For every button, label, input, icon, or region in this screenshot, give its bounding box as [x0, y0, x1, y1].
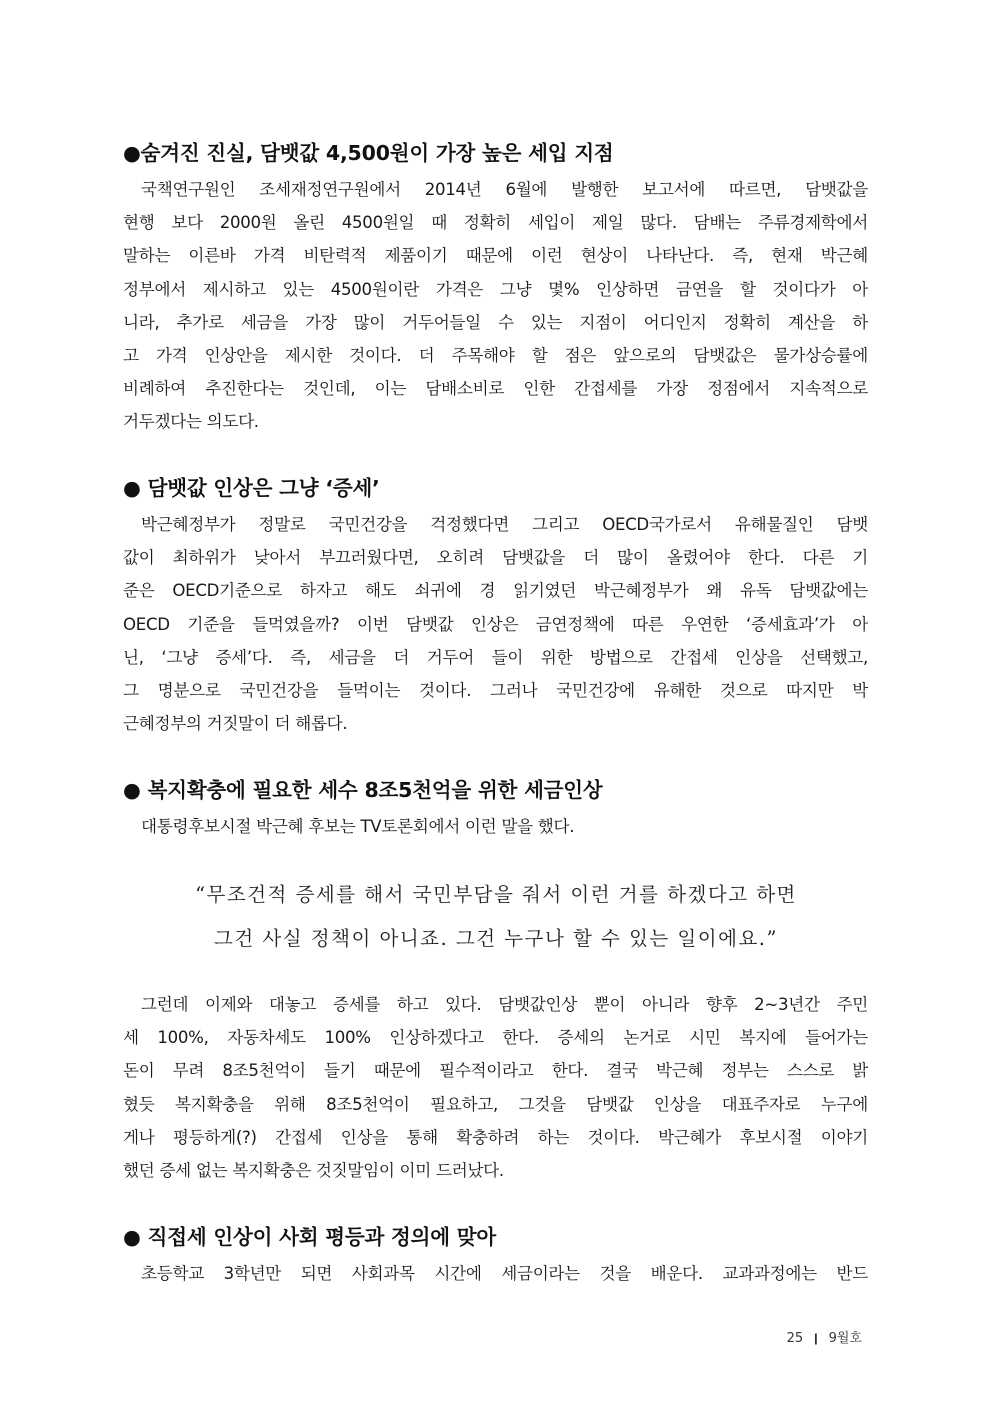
- quote-block: [0, 873, 992, 961]
- quote-line: “무조건적 증세를 해서 국민부담을 줘서 이런 거를 하겠다고 하면: [195, 883, 797, 906]
- paragraph-line: 혔듯 복지확충을 위해 8조5천억이 필요하고, 그것을 담뱃값 인상을 대표주자로 누구에: [123, 1094, 868, 1114]
- paragraph-line: 거두겠다는 의도다.: [123, 412, 259, 432]
- page-footer: [0, 1327, 862, 1346]
- paragraph-line: 초등학교 3학년만 되면 사회과목 시간에 세금이라는 것을 배운다. 교과과정에는 반드: [141, 1264, 868, 1283]
- paragraph-line: 그 명분으로 국민건강을 들먹이는 것이다. 그러나 국민건강에 유해한 것으로 따지만 박: [123, 680, 868, 700]
- paragraph-line: 했던 증세 없는 복지확충은 것짓말임이 이미 드러났다.: [123, 1160, 504, 1180]
- page-number: 25: [786, 1331, 804, 1346]
- quote-line: 그건 사실 정책이 아니죠. 그건 누구나 할 수 있는 일이에요.”: [214, 927, 778, 950]
- section-heading: ●숨겨진 진실, 담뱃값 4,500원이 가장 높은 세입 지점: [123, 141, 614, 165]
- paragraph-line: 말하는 이른바 가격 비탄력적 제품이기 때문에 이런 현상이 나타난다. 즉, 현재 박근혜: [123, 246, 868, 266]
- paragraph-line: 현행 보다 2000원 올린 4500원일 때 정확히 세입이 제일 많다. 담배는 주류경제학에서: [123, 213, 868, 233]
- section-4: [123, 1222, 868, 1290]
- paragraph-line: 비례하여 추진한다는 것인데, 이는 담배소비로 인한 간접세를 가장 정점에서 지속적으로: [123, 379, 868, 399]
- paragraph-line: 정부에서 제시하고 있는 4500원이란 가격은 그냥 몇% 인상하면 금연을 할 것이다가 아: [123, 279, 868, 299]
- paragraph-line: OECD 기준을 들먹였을까? 이번 담뱃값 인상은 금연정책에 따른 우연한 ‘증세효과’가 아: [123, 614, 868, 634]
- paragraph-line: 근혜정부의 거짓말이 더 해롭다.: [123, 714, 348, 734]
- section-heading: ● 복지확충에 필요한 세수 8조5천억을 위한 세금인상: [123, 778, 603, 802]
- issue-label: 9월호: [828, 1331, 862, 1346]
- paragraph-line: 대통령후보시절 박근혜 후보는 TV토론회에서 이런 말을 했다.: [141, 817, 575, 836]
- paragraph-line: 세 100%, 자동차세도 100% 인상하겠다고 한다. 증세의 논거로 시민 복지에 들어가는: [123, 1028, 868, 1048]
- section-2: [123, 473, 868, 740]
- paragraph-line: 돈이 무려 8조5천억이 들기 때문에 필수적이라고 한다. 결국 박근혜 정부는 스스로 밝: [123, 1061, 868, 1081]
- section-heading: ● 담뱃값 인상은 그냥 ‘증세’: [123, 476, 380, 500]
- paragraph-line: 그런데 이제와 대놓고 증세를 하고 있다. 담뱃값인상 뿐이 아니라 향후 2~3년간 주민: [141, 995, 868, 1014]
- paragraph-line: 니라, 추가로 세금을 가장 많이 거두어들일 수 있는 지점이 어디인지 정확히 계산을 하: [123, 312, 868, 332]
- paragraph-line: 닌, ‘그냥 증세’다. 즉, 세금을 더 거두어 들이 위한 방법으로 간접세 인상을 선택했고,: [123, 647, 868, 667]
- paragraph-line: 국책연구원인 조세재정연구원에서 2014년 6월에 발행한 보고서에 따르면, 담뱃값을: [141, 180, 868, 199]
- paragraph-line: 게나 평등하게(?) 간접세 인상을 통해 확충하려 하는 것이다. 박근혜가 후보시절 이야기: [123, 1127, 868, 1147]
- paragraph-line: 고 가격 인상안을 제시한 것이다. 더 주목해야 할 점은 앞으로의 담뱃값은 물가상승률에: [123, 345, 868, 365]
- footer-separator: ❙: [811, 1332, 821, 1345]
- section-heading: ● 직접세 인상이 사회 평등과 정의에 맞아: [123, 1225, 496, 1249]
- section-1: [123, 138, 868, 439]
- section-3: [123, 775, 868, 843]
- paragraph-line: 준은 OECD기준으로 하자고 해도 쇠귀에 경 읽기였던 박근혜정부가 왜 유독 담뱃값에는: [123, 581, 868, 601]
- section-3-continued: [123, 988, 868, 1187]
- paragraph-line: 박근혜정부가 정말로 국민건강을 걱정했다면 그리고 OECD국가로서 유해물질인 담뱃: [141, 515, 868, 534]
- paragraph-line: 값이 최하위가 낮아서 부끄러웠다면, 오히려 담뱃값을 더 많이 올렸어야 한다. 다른 기: [123, 548, 868, 568]
